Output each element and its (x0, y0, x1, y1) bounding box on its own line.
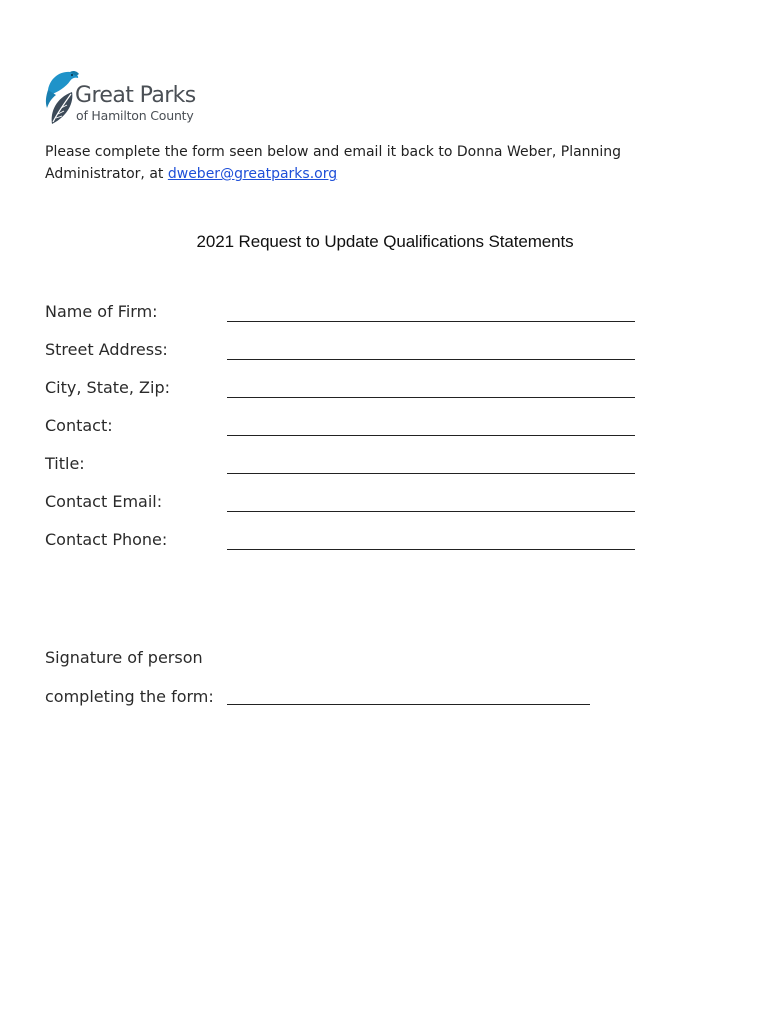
field-contact-phone (45, 524, 635, 550)
contact-email-input-line[interactable] (227, 511, 635, 512)
field-title (45, 448, 635, 474)
signature-input-line[interactable] (227, 704, 590, 705)
field-city-state-zip (45, 372, 635, 398)
field-label: Contact Email: (45, 492, 163, 511)
field-street-address (45, 334, 635, 360)
field-label: Street Address: (45, 340, 168, 359)
intro-paragraph (45, 141, 645, 185)
great-parks-logo (42, 68, 212, 128)
field-contact-email (45, 486, 635, 512)
street-address-input-line[interactable] (227, 359, 635, 360)
logo-name: Great Parks (75, 83, 196, 108)
field-label: City, State, Zip: (45, 378, 171, 397)
name-of-firm-input-line[interactable] (227, 321, 635, 322)
field-signature (45, 680, 590, 706)
field-contact (45, 410, 635, 436)
intro-text: Please complete the form seen below and email it back to Donna Weber, Planning Administrator, at (45, 144, 622, 182)
signature-label-line2: completing the form: (45, 687, 214, 706)
contact-phone-input-line[interactable] (227, 549, 635, 550)
field-label: Contact: (45, 416, 113, 435)
email-link[interactable]: dweber@greatparks.org (167, 166, 338, 182)
signature-label-line1: Signature of person (45, 648, 203, 667)
field-name-of-firm (45, 296, 635, 322)
title-input-line[interactable] (227, 473, 635, 474)
contact-input-line[interactable] (227, 435, 635, 436)
form-title: 2021 Request to Update Qualifications Statements (196, 232, 574, 251)
city-state-zip-input-line[interactable] (227, 397, 635, 398)
field-label: Contact Phone: (45, 530, 168, 549)
field-label: Name of Firm: (45, 302, 158, 321)
logo-subtitle: of Hamilton County (76, 108, 194, 123)
field-label: Title: (45, 454, 85, 473)
